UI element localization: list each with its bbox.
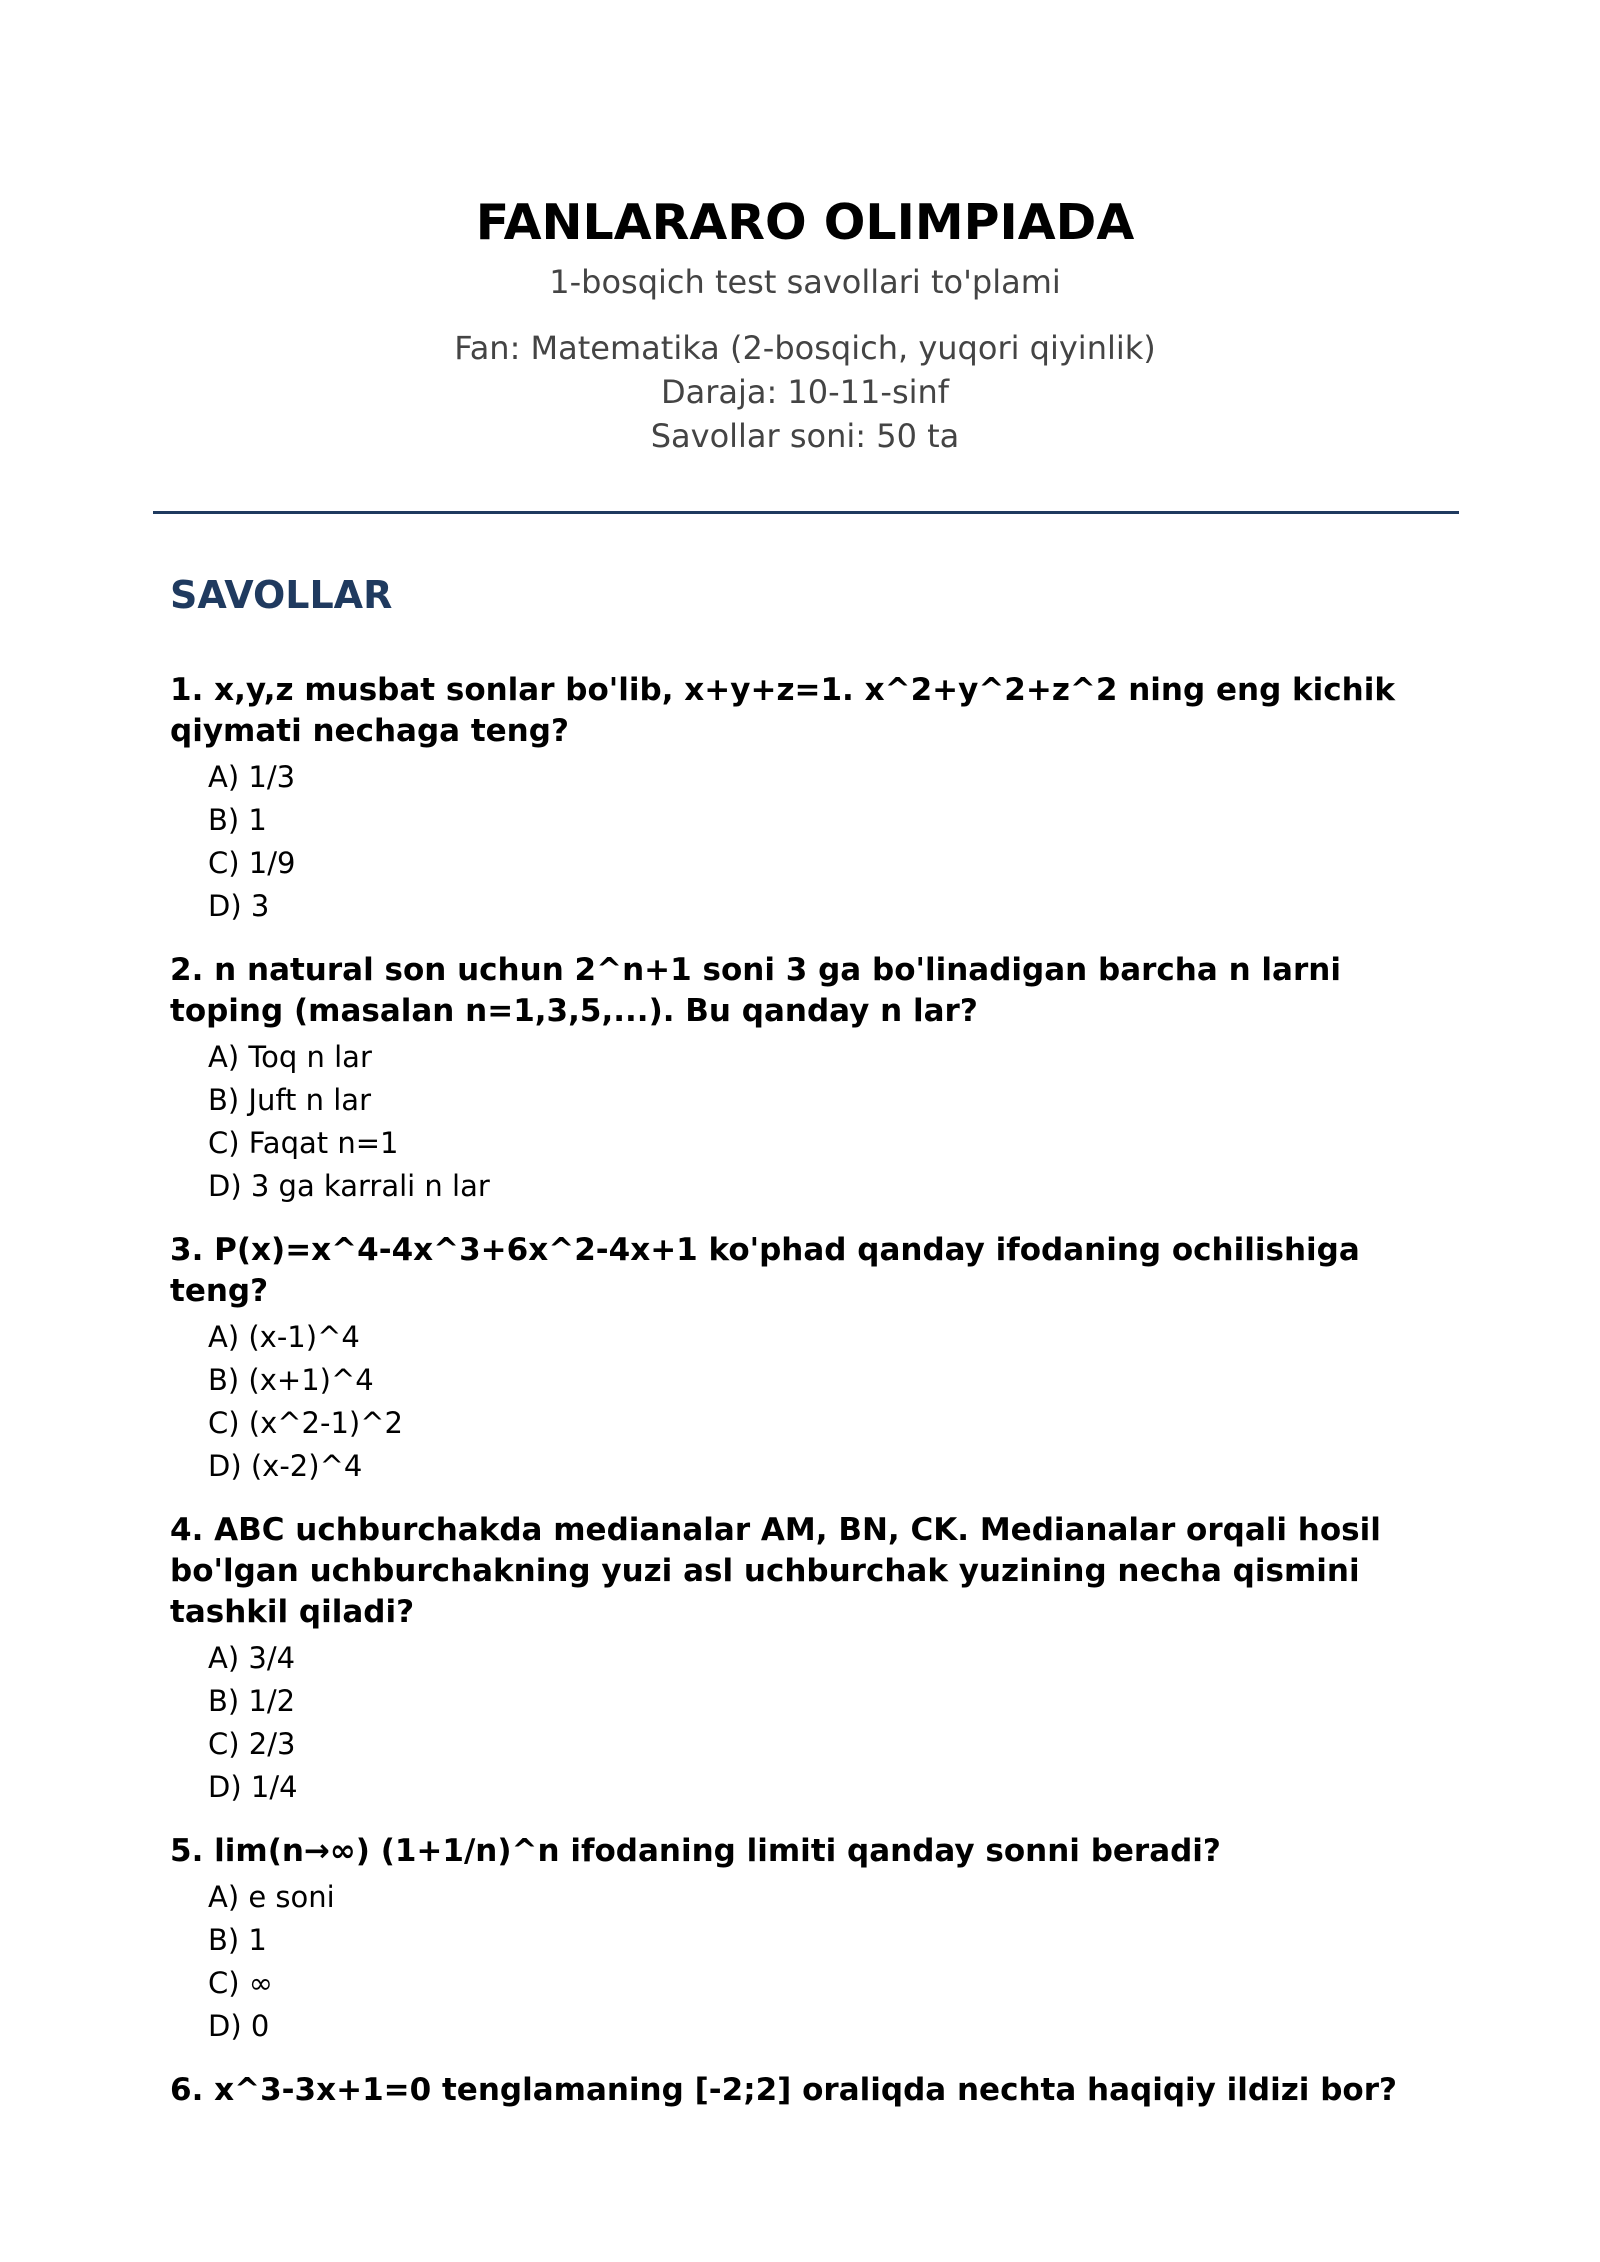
answer-option: A) Toq n lar — [208, 1040, 372, 1074]
option-list — [170, 1876, 1460, 2048]
document-header — [0, 190, 1600, 458]
question-text: 4. ABC uchburchakda medianalar AM, BN, CK. Medianalar orqali hosil bo'lgan uchburchakning yuzi asl uchburchak yuzining necha qismini tashkil qiladi? — [170, 1512, 1381, 1630]
subject-line: Fan: Matematika (2-bosqich, yuqori qiyinlik) — [454, 329, 1156, 367]
answer-option: A) (x-1)^4 — [208, 1320, 360, 1354]
question-text: 3. P(x)=x^4-4x^3+6x^2-4x+1 ko'phad qanday ifodaning ochilishiga teng? — [170, 1232, 1360, 1309]
answer-option: C) 2/3 — [208, 1727, 296, 1761]
answer-option: D) 3 — [208, 889, 270, 923]
question-item — [170, 2070, 1460, 2111]
answer-option: A) 1/3 — [208, 760, 296, 794]
question-item — [170, 1831, 1460, 2048]
answer-option: C) (x^2-1)^2 — [208, 1406, 403, 1440]
question-text: 2. n natural son uchun 2^n+1 soni 3 ga bo'linadigan barcha n larni toping (masalan n=1,3,5,...). Bu qanday n lar? — [170, 952, 1341, 1029]
answer-option: D) (x-2)^4 — [208, 1449, 363, 1483]
answer-option: D) 3 ga karrali n lar — [208, 1169, 490, 1203]
answer-option: A) 3/4 — [208, 1641, 296, 1675]
answer-option: B) Juft n lar — [208, 1083, 371, 1117]
question-text: 6. x^3-3x+1=0 tenglamaning [-2;2] oraliqda nechta haqiqiy ildizi bor? — [170, 2072, 1397, 2108]
answer-option: B) 1 — [208, 1923, 267, 1957]
question-item — [170, 670, 1460, 928]
answer-option: B) 1 — [208, 803, 267, 837]
level-line: Daraja: 10-11-sinf — [660, 373, 950, 411]
document-meta — [0, 326, 1600, 458]
option-list — [170, 1316, 1460, 1488]
question-item — [170, 1510, 1460, 1809]
answer-option: C) 1/9 — [208, 846, 296, 880]
question-list — [170, 670, 1460, 2133]
document-title: FANLARARO OLIMPIADA — [475, 194, 1135, 251]
document-subtitle: 1-bosqich test savollari to'plami — [549, 263, 1061, 301]
answer-option: B) 1/2 — [208, 1684, 296, 1718]
answer-option: C) Faqat n=1 — [208, 1126, 399, 1160]
section-heading: SAVOLLAR — [170, 573, 393, 617]
option-list — [170, 1637, 1460, 1809]
question-item — [170, 950, 1460, 1208]
header-divider — [153, 511, 1459, 514]
answer-option: A) e soni — [208, 1880, 335, 1914]
answer-option: D) 0 — [208, 2009, 270, 2043]
answer-option: B) (x+1)^4 — [208, 1363, 374, 1397]
answer-option: C) ∞ — [208, 1966, 273, 2000]
question-text: 1. x,y,z musbat sonlar bo'lib, x+y+z=1. x^2+y^2+z^2 ning eng kichik qiymati nechaga teng? — [170, 672, 1395, 749]
option-list — [170, 1036, 1460, 1208]
question-item — [170, 1230, 1460, 1488]
option-list — [170, 756, 1460, 928]
question-text: 5. lim(n→∞) (1+1/n)^n ifodaning limiti qanday sonni beradi? — [170, 1833, 1221, 1869]
answer-option: D) 1/4 — [208, 1770, 298, 1804]
question-count-line: Savollar soni: 50 ta — [650, 417, 960, 455]
